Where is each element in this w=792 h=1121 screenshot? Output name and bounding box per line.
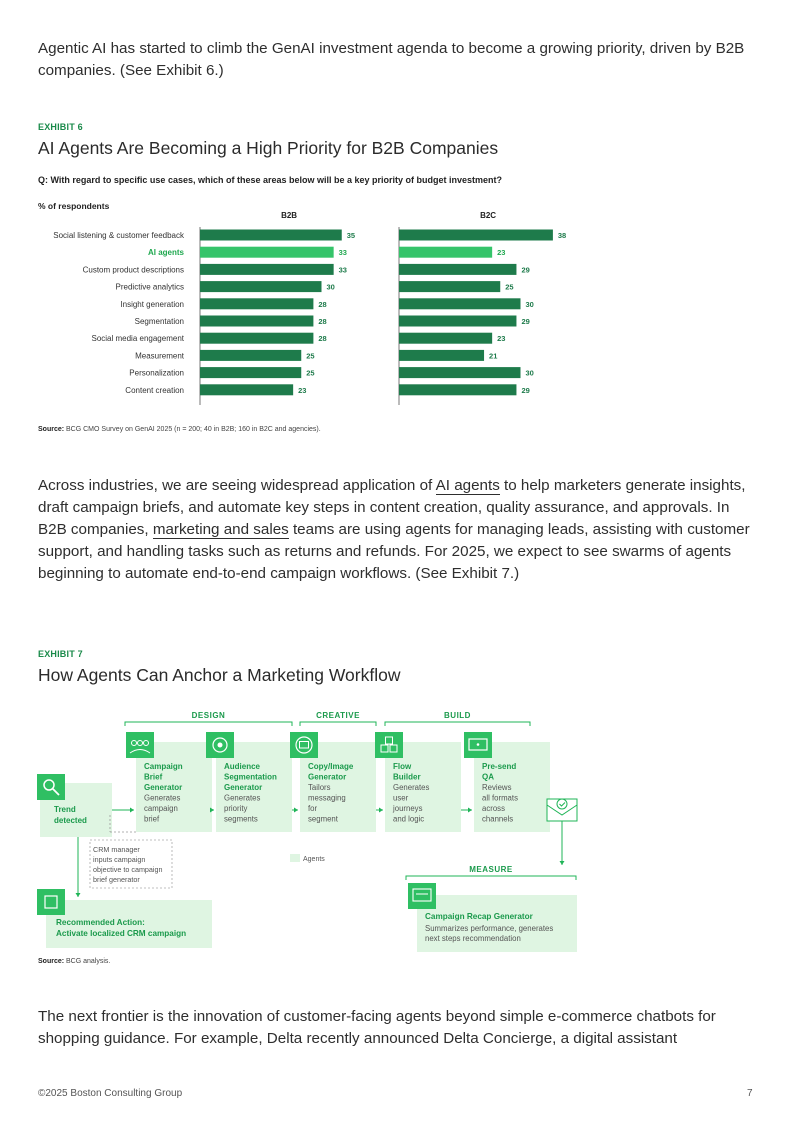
data-label: 28: [318, 317, 327, 326]
data-label: 29: [521, 385, 530, 395]
data-label: 25: [306, 368, 315, 378]
crm-note: objective to campaign: [93, 865, 163, 874]
closing-paragraph: The next frontier is the innovation of customer-facing agents beyond simple e-commerce chatbots for shopping guidance. For example, Delta recently announced Delta Concierge, a digital assistant: [38, 1008, 716, 1047]
audience-icon: [206, 732, 234, 758]
agent-title: Segmentation: [224, 772, 277, 782]
exhibit7-source: [38, 958, 110, 965]
agent-description: brief: [144, 814, 160, 824]
page-number: 7: [747, 1088, 753, 1099]
agent-title: Copy/Image: [308, 762, 354, 771]
bar-b2b: [200, 281, 322, 292]
dashboard-icon: [408, 883, 436, 909]
icon-bg: [375, 732, 403, 758]
data-label: 23: [497, 248, 506, 258]
agent-title: Audience: [224, 762, 261, 771]
icon-bg: [408, 883, 436, 909]
priority-bar-chart: [30, 205, 590, 405]
paragraph-text: Across industries, we are seeing widespread application of: [38, 477, 436, 494]
data-label: 33: [338, 248, 347, 258]
arrow-head: [560, 861, 565, 865]
trend-title: Trend: [54, 805, 76, 814]
screen-dot: [477, 743, 480, 746]
agent-description: segments: [224, 814, 258, 824]
agent-description: segment: [308, 814, 338, 824]
data-label: 30: [326, 282, 335, 292]
marketing-sales-link[interactable]: marketing and sales: [152, 521, 289, 538]
source-text: BCG CMO Survey on GenAI 2025 (n = 200; 40 in B2B; 160 in B2C and agencies).: [66, 426, 321, 433]
crm-note: inputs campaign: [93, 855, 146, 864]
cubes-icon: [375, 732, 403, 758]
bar-b2b: [200, 367, 301, 378]
bar-b2c: [399, 316, 516, 327]
category-label: Predictive analytics: [115, 282, 184, 292]
agent-title: Pre-send: [482, 762, 517, 771]
data-label: 28: [318, 334, 327, 344]
bar-b2b: [200, 264, 334, 275]
agent-description: Reviews: [482, 783, 512, 792]
bar-b2c: [399, 333, 492, 344]
bar-b2b: [200, 333, 313, 344]
exhibit6-source: [38, 426, 321, 433]
data-label: 35: [346, 231, 356, 240]
data-label: 23: [298, 385, 307, 395]
agent-description: Generates: [144, 793, 181, 803]
agent-description: all formats: [482, 793, 518, 803]
footer-copyright: ©2025 Boston Consulting Group: [38, 1088, 183, 1099]
category-label: AI agents: [147, 248, 184, 258]
monitor-icon: [290, 732, 318, 758]
arrow-head: [379, 808, 383, 813]
bar-b2c: [399, 367, 521, 378]
bar-b2b: [200, 247, 334, 258]
arrow-head: [468, 808, 472, 813]
magnifier-icon: [37, 774, 65, 800]
phase-label: CREATIVE: [316, 711, 360, 720]
data-label: 30: [525, 368, 534, 378]
agent-description: and logic: [393, 814, 425, 824]
agent-description: priority: [224, 804, 248, 813]
agent-title: QA: [482, 772, 494, 782]
recommended-text: Recommended Action:: [56, 918, 145, 927]
category-label: Social media engagement: [91, 334, 184, 344]
source-text: BCG analysis.: [66, 958, 111, 965]
panel-header: B2B: [281, 211, 298, 220]
exhibit7-label: EXHIBIT 7: [38, 649, 83, 659]
respondents-label: % of respondents: [38, 201, 110, 211]
category-label: Social listening & customer feedback: [53, 231, 184, 240]
bar-b2c: [399, 281, 500, 292]
team-icon: [126, 732, 154, 758]
bar-b2b: [200, 316, 313, 327]
agent-description: user: [393, 793, 409, 803]
arrow-head: [76, 893, 81, 897]
phase-label: MEASURE: [469, 865, 513, 874]
trend-title: detected: [54, 816, 87, 825]
agent-description: Tailors: [308, 783, 331, 792]
category-label: Segmentation: [134, 317, 184, 326]
paragraph-text: teams are using agents for managing leads, assisting with customer support, and handling tasks such as returns and refunds. For 2025, we expect to see swarms of agents beginning to automate end-to-end campaign workflows. (See Exhibit 7.): [38, 521, 750, 582]
agent-description: channels: [482, 814, 514, 824]
recap-description: next steps recommendation: [425, 934, 521, 943]
agent-description: for: [308, 804, 318, 813]
frame-icon: [37, 889, 65, 915]
bar-b2b: [200, 384, 293, 395]
category-label: Content creation: [125, 385, 184, 395]
bar-b2c: [399, 298, 521, 309]
exhibit6-title: AI Agents Are Becoming a High Priority for B2B Companies: [38, 138, 499, 158]
data-label: 21: [489, 351, 498, 361]
bar-b2b: [200, 230, 342, 241]
agent-title: Builder: [393, 772, 421, 782]
agent-description: messaging: [308, 793, 346, 803]
bar-b2b: [200, 298, 313, 309]
bar-b2c: [399, 230, 553, 241]
bar-b2c: [399, 350, 484, 361]
agent-description: journeys: [393, 804, 423, 813]
check-badge: [557, 799, 567, 809]
middle-paragraph: [38, 475, 758, 585]
icon-bg: [37, 774, 65, 800]
category-label: Measurement: [135, 351, 184, 361]
bar-b2c: [399, 384, 516, 395]
agent-title: Brief: [144, 772, 163, 782]
legend-label: Agents: [303, 856, 325, 863]
bar-b2b: [200, 350, 301, 361]
crm-note: CRM manager: [93, 845, 140, 854]
data-label: 23: [497, 334, 506, 344]
data-label: 25: [505, 282, 514, 292]
panel-header: B2C: [480, 211, 497, 220]
category-label: Custom product descriptions: [82, 265, 184, 275]
phase-label: DESIGN: [191, 711, 226, 720]
recommended-text: Activate localized CRM campaign: [56, 929, 187, 938]
data-label: 38: [557, 231, 567, 240]
icon-bg: [290, 732, 318, 758]
agent-description: across: [482, 804, 505, 813]
workflow-diagram: [30, 705, 590, 957]
exhibit7-title: How Agents Can Anchor a Marketing Workflow: [38, 665, 401, 685]
intro-paragraph: Agentic AI has started to climb the GenAI investment agenda to become a growing priority, driven by B2B companies. (See Exhibit 6.): [38, 40, 745, 79]
phase-label: BUILD: [444, 711, 471, 720]
phase-bracket: [406, 876, 576, 880]
paragraph-text: to help marketers generate insights, draft campaign briefs, and automate key steps in content creation, quality assurance, and approvals. In B2B companies,: [38, 477, 746, 538]
data-label: 25: [306, 351, 315, 361]
source-label: Source:: [38, 426, 65, 433]
crm-note: brief generator: [93, 875, 140, 884]
agent-title: Generator: [308, 772, 347, 782]
data-label: 29: [521, 317, 530, 326]
data-label: 29: [521, 265, 530, 275]
ai-agents-link[interactable]: AI agents: [435, 477, 500, 494]
exhibit6-question: Q: With regard to specific use cases, which of these areas below will be a key priority of budget investment?: [38, 175, 503, 185]
agent-title: Campaign: [144, 762, 183, 771]
agent-description: campaign: [144, 804, 178, 813]
arrow-head: [294, 808, 298, 813]
bar-b2c: [399, 264, 516, 275]
data-label: 33: [338, 265, 347, 275]
recap-description: Summarizes performance, generates: [425, 924, 554, 933]
phase-bracket: [300, 722, 376, 726]
category-label: Insight generation: [120, 299, 184, 309]
bar-b2c: [399, 247, 492, 258]
data-label: 28: [318, 299, 327, 309]
agent-title: Generator: [224, 783, 263, 792]
screen-check-icon: [464, 732, 492, 758]
agent-title: Generator: [144, 783, 183, 792]
arrow-head: [130, 808, 134, 813]
icon-bg: [37, 889, 65, 915]
target-center: [218, 743, 223, 748]
phase-bracket: [125, 722, 292, 726]
category-label: Personalization: [129, 368, 184, 378]
agent-description: Generates: [224, 793, 261, 803]
recap-title: Campaign Recap Generator: [425, 912, 533, 921]
legend-swatch: [290, 854, 300, 862]
data-label: 30: [525, 299, 534, 309]
phase-bracket: [385, 722, 530, 726]
source-label: Source:: [38, 958, 65, 965]
exhibit6-label: EXHIBIT 6: [38, 122, 83, 132]
agent-title: Flow: [393, 762, 412, 771]
agent-description: Generates: [393, 783, 430, 792]
